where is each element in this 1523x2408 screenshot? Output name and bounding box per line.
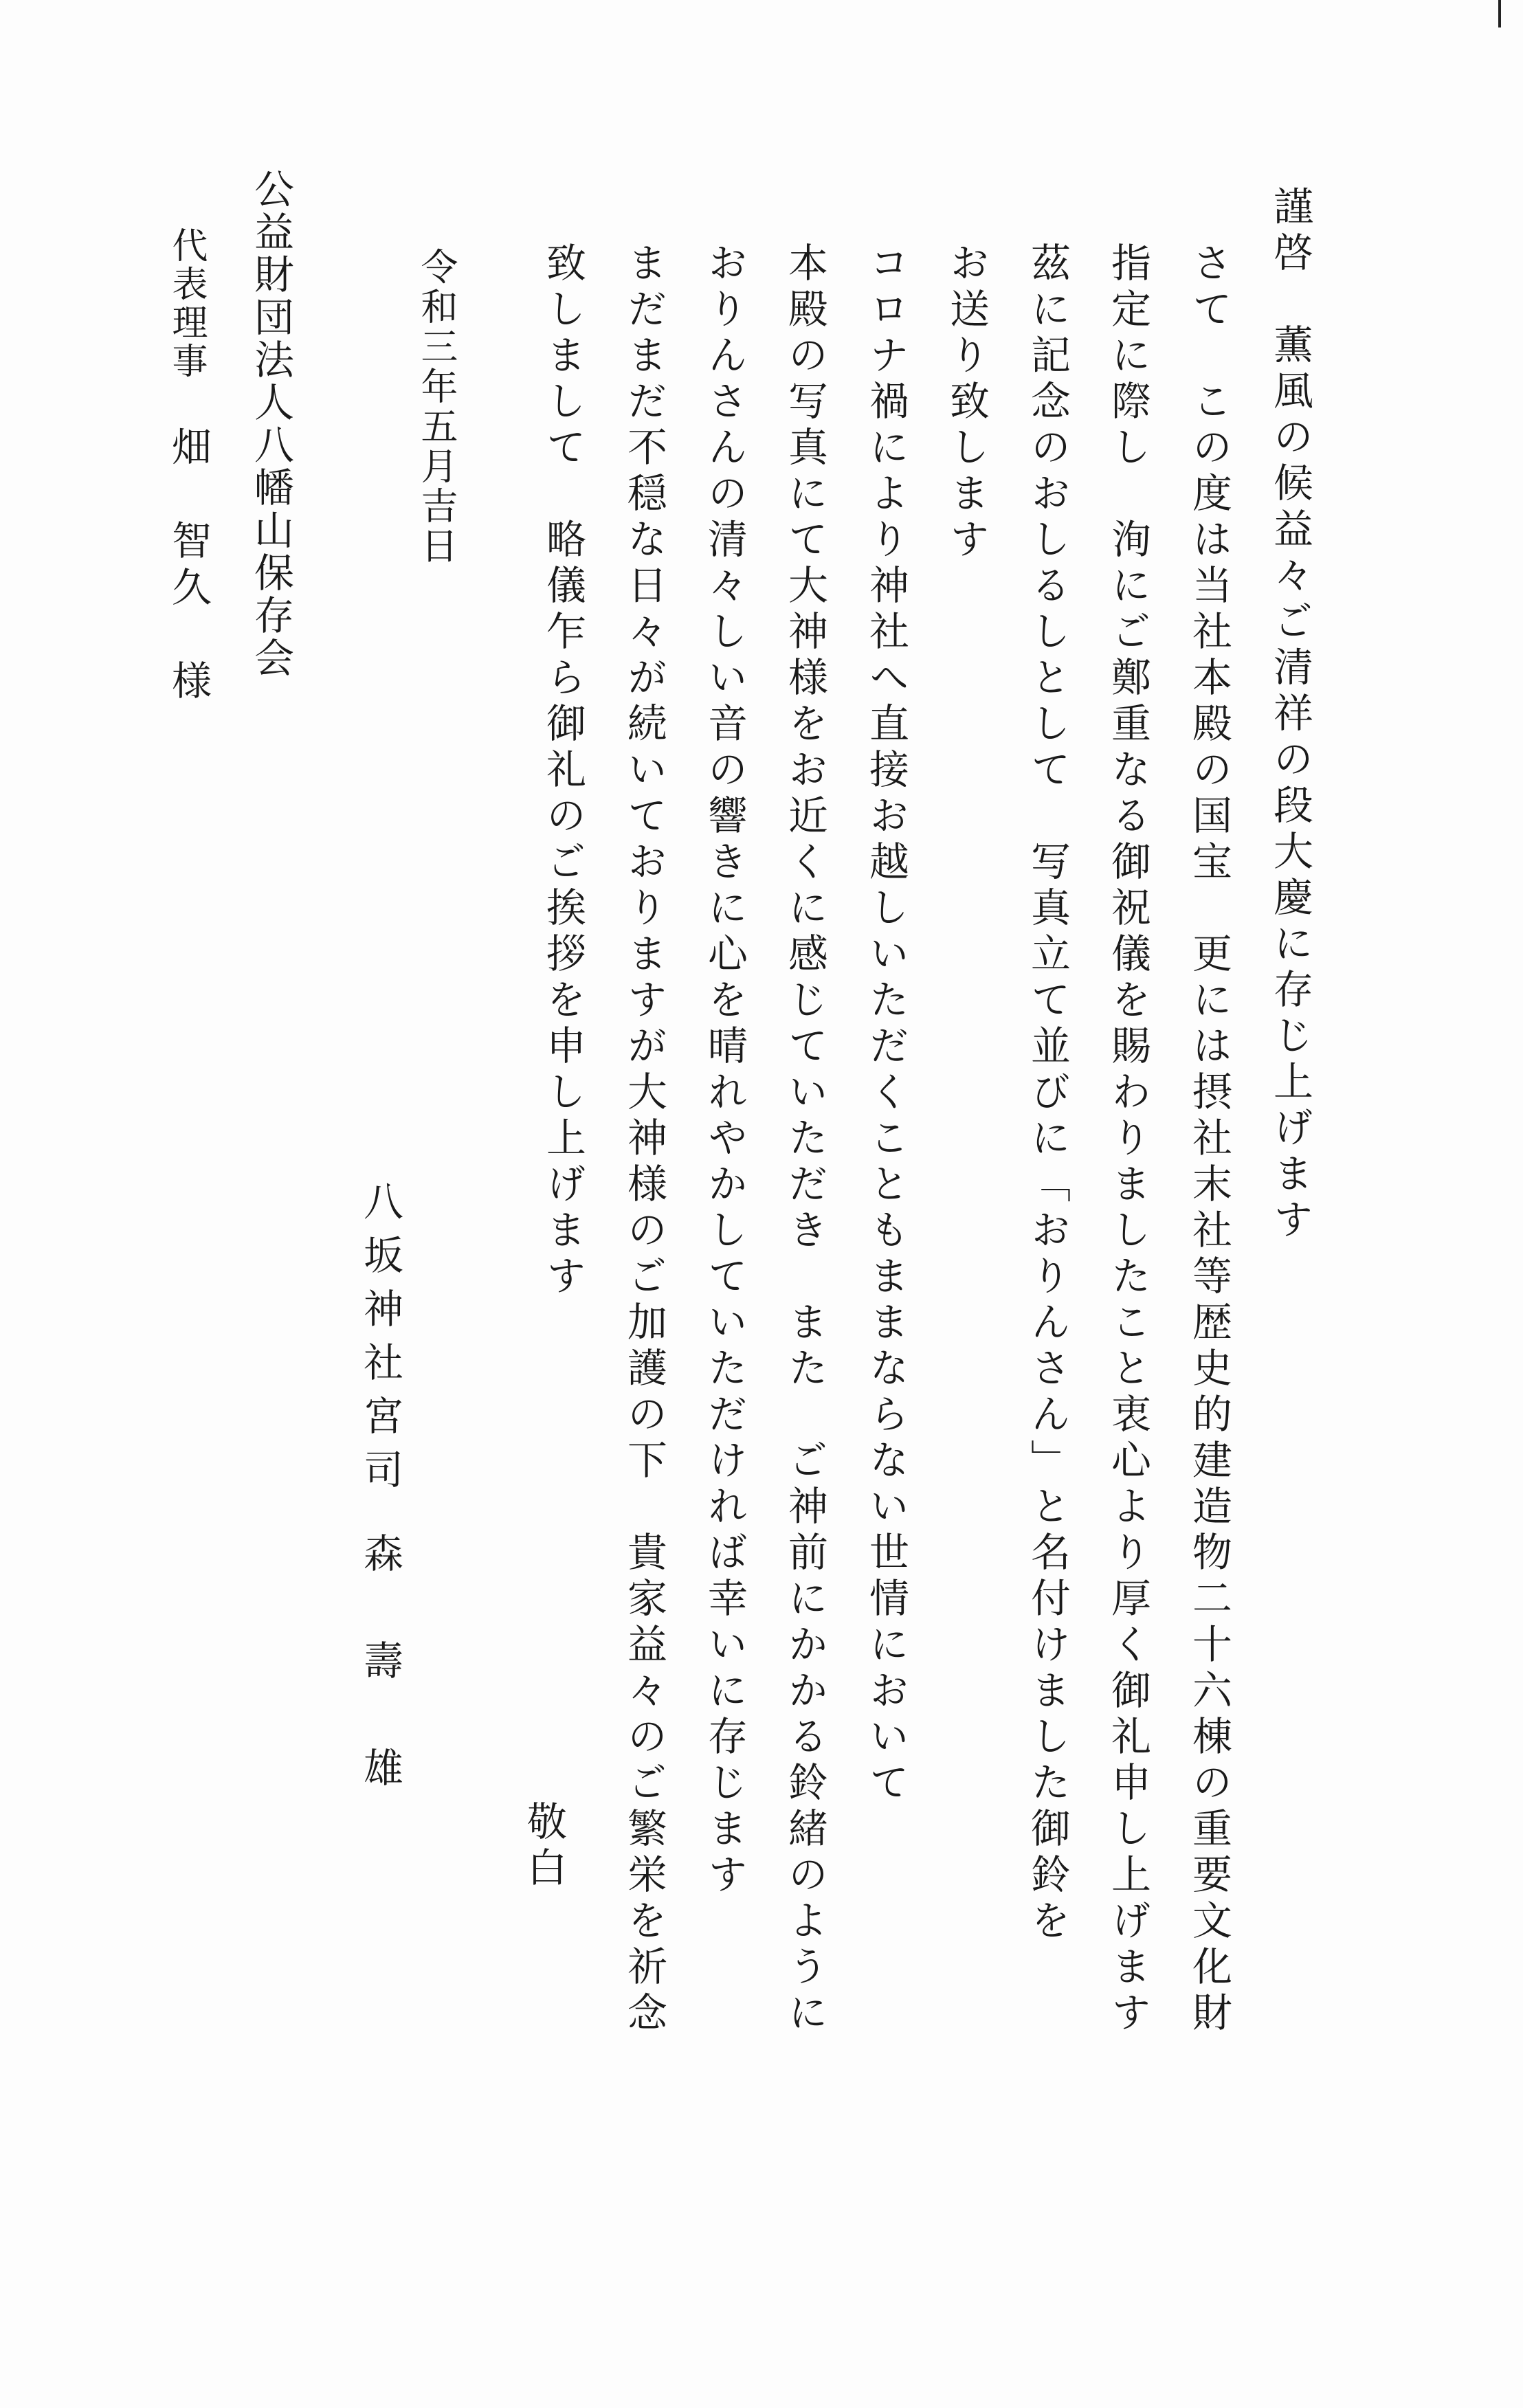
recipient-title: 代表理事 (166, 227, 207, 381)
recipient-organization: 公益財団法人八幡山保存会 (247, 168, 294, 680)
letter-line: 指定に際し 洵にご鄭重なる御祝儀を賜わりましたこと衷心より厚く御礼申し上げます (1104, 242, 1151, 2038)
closing-word: 敬白 (520, 1801, 567, 1893)
letter-line: おりんさんの清々しい音の響きに心を晴れやかしていただければ幸いに存じます (701, 242, 748, 1899)
letter-line: さて この度は当社本殿の国宝 更には摂社末社等歴史的建造物二十六棟の重要文化財 (1186, 242, 1232, 2038)
letter-line: 謹啓 薫風の候益々ご清祥の段大慶に存じ上げます (1267, 186, 1313, 1245)
sender-name: 森 壽 雄 (357, 1532, 403, 1801)
letter-date: 令和三年五月吉日 (415, 247, 458, 566)
recipient-name: 畑 智久 様 (165, 426, 212, 706)
letter-line: まだまだ不穏な日々が続いておりますが大神様のご加護の下 貴家益々のご繁栄を祈念 (621, 242, 667, 2038)
sender-shrine: 八坂神社宮司 (357, 1181, 403, 1502)
letter-line: 本殿の写真にて大神様をお近くに感じていただき また ご神前にかかる鈴緒のように (781, 242, 828, 2038)
letter-line: 致しまして 略儀乍ら御礼のご挨拶を申し上げます (540, 242, 586, 1301)
letter-line: 茲に記念のおしるしとして 写真立て並びに「おりんさん」と名付けました御鈴を (1024, 242, 1071, 1946)
letter-line: お送り致します (943, 242, 990, 564)
letter-line: コロナ禍により神社へ直接お越しいただくこともままならない世情において (863, 242, 909, 1807)
scan-edge-line (1498, 0, 1501, 27)
